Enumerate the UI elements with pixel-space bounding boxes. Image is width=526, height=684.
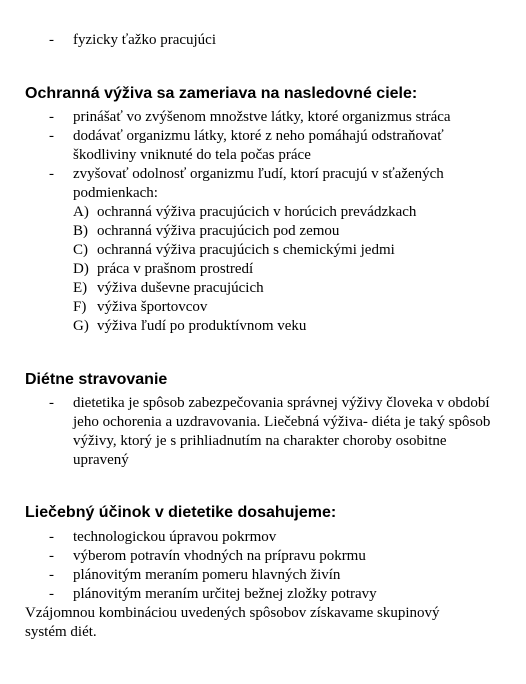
list-item <box>0 547 526 566</box>
bullet-dash: - <box>49 586 54 602</box>
sub-item-text: výživa ľudí po produktívnom veku <box>97 318 307 334</box>
sub-list-item <box>73 260 478 279</box>
list-item <box>0 108 526 127</box>
bullet-text: prinášať vo zvýšenom množstve látky, ktoré organizmus stráca <box>73 109 451 125</box>
bullet-dash: - <box>49 567 54 583</box>
section-heading-protective: Ochranná výživa sa zameriava na nasledovné ciele: <box>25 85 418 102</box>
list-item <box>0 566 526 585</box>
bullet-text: dodávať organizmu látky, ktoré z neho pomáhajú odstraňovať škodliviny vniknuté do tela počas práce <box>73 128 444 163</box>
sub-list-item <box>73 279 478 298</box>
sub-item-letter: D) <box>73 261 89 277</box>
sub-item-text: práca v prašnom prostredí <box>97 261 254 277</box>
bullet-dash: - <box>49 32 54 48</box>
sub-list-item <box>73 317 478 336</box>
bullet-dash: - <box>49 529 54 545</box>
sub-item-letter: G) <box>73 318 89 334</box>
bullet-text: fyzicky ťažko pracujúci <box>73 32 217 48</box>
list-item <box>0 528 526 547</box>
list-item <box>0 165 526 336</box>
list-item <box>0 127 526 165</box>
sub-item-letter: B) <box>73 223 88 239</box>
bullet-text: plánovitým meraním určitej bežnej zložky potravy <box>73 586 377 602</box>
bullet-dash: - <box>49 128 54 144</box>
bullet-dash: - <box>49 395 54 411</box>
bullet-text: dietetika je spôsob zabezpečovania správnej výživy človeka v období jeho ochorenia a uzdravovania. Liečebná výživa- diéta je taký spôsob výživy, ktorý je s prihliadnutím na charakter choroby osobitne upravený <box>73 395 491 468</box>
sub-list-item <box>73 241 478 260</box>
bullet-text: zvyšovať odolnosť organizmu ľudí, ktorí pracujú v sťažených podmienkach: <box>73 166 444 201</box>
sub-item-letter: C) <box>73 242 88 258</box>
bullet-text: plánovitým meraním pomeru hlavných živín <box>73 567 341 583</box>
list-item <box>0 31 526 50</box>
bullet-text: technologickou úpravou pokrmov <box>73 529 277 545</box>
list-item <box>0 394 526 470</box>
bullet-dash: - <box>49 109 54 125</box>
conditions-sub-list <box>73 203 478 336</box>
bullet-dash: - <box>49 166 54 182</box>
section-heading-therapeutic: Liečebný účinok v dietetike dosahujeme: <box>25 504 337 521</box>
top-bullet-list <box>0 31 526 50</box>
section-heading-diet: Diétne stravovanie <box>25 371 168 388</box>
bullet-text: výberom potravín vhodných na prípravu pokrmu <box>73 548 366 564</box>
sub-item-text: ochranná výživa pracujúcich pod zemou <box>97 223 340 239</box>
sub-item-letter: E) <box>73 280 88 296</box>
sub-list-item <box>73 222 478 241</box>
sub-list-item <box>73 298 478 317</box>
bullet-dash: - <box>49 548 54 564</box>
sub-item-letter: F) <box>73 299 87 315</box>
sub-item-text: výživa duševne pracujúcich <box>97 280 264 296</box>
sub-list-item <box>73 203 478 222</box>
sub-item-text: ochranná výživa pracujúcich s chemickými jedmi <box>97 242 395 258</box>
sub-item-letter: A) <box>73 204 89 220</box>
protective-goals-list <box>0 108 526 336</box>
list-item <box>0 585 526 604</box>
sub-item-text: výživa športovcov <box>97 299 208 315</box>
diet-list <box>0 394 526 470</box>
closing-paragraph: Vzájomnou kombináciou uvedených spôsobov získavame skupinový systém diét. <box>25 605 440 640</box>
sub-item-text: ochranná výživa pracujúcich v horúcich prevádzkach <box>97 204 417 220</box>
therapeutic-methods-list <box>0 528 526 604</box>
